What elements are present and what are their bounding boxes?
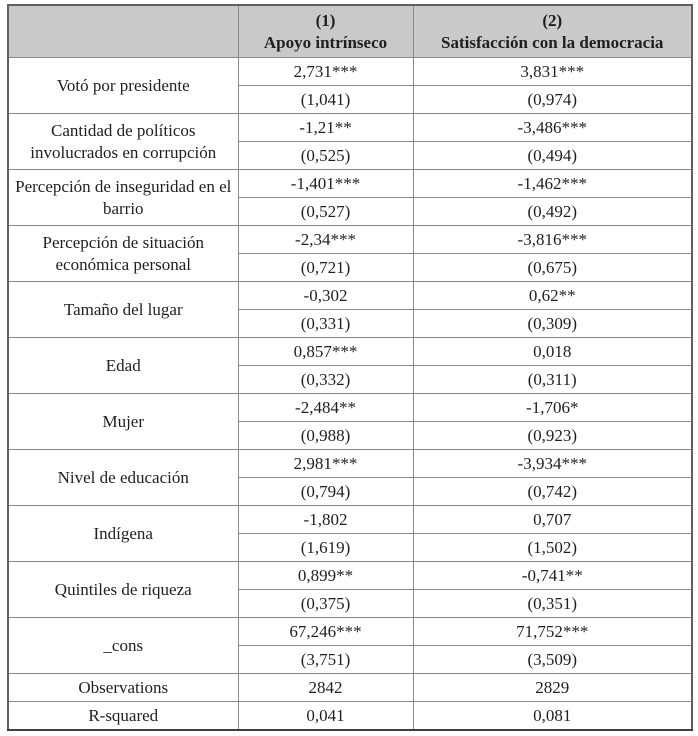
stderr-cell: (0,527) (238, 198, 413, 226)
stderr-cell: (0,331) (238, 310, 413, 338)
column-number: (2) (542, 11, 563, 31)
variable-label: Percepción de inseguridad en el barrio (8, 170, 238, 226)
stat-value: 0,081 (413, 702, 692, 731)
coefficient-cell: 0,707 (413, 506, 692, 534)
stderr-cell: (0,721) (238, 254, 413, 282)
column-header-satisfaccion-democracia (413, 5, 692, 58)
coefficient-cell: 67,246*** (238, 618, 413, 646)
stat-value: 2842 (238, 674, 413, 702)
stderr-cell: (3,751) (238, 646, 413, 674)
stderr-cell: (0,309) (413, 310, 692, 338)
stat-label: R-squared (8, 702, 238, 731)
coefficient-cell: -0,741** (413, 562, 692, 590)
stderr-cell: (0,923) (413, 422, 692, 450)
coefficient-cell: -3,486*** (413, 114, 692, 142)
table-row (8, 58, 692, 86)
variable-label: Cantidad de políticos involucrados en corrupción (8, 114, 238, 170)
variable-label: Indígena (8, 506, 238, 562)
stat-row (8, 674, 692, 702)
stat-label: Observations (8, 674, 238, 702)
coefficient-cell: -1,706* (413, 394, 692, 422)
corner-cell (8, 5, 238, 58)
table-row (8, 562, 692, 590)
coefficient-cell: 2,731*** (238, 58, 413, 86)
stat-row (8, 702, 692, 731)
stderr-cell: (0,375) (238, 590, 413, 618)
stderr-cell: (1,619) (238, 534, 413, 562)
variable-label: Votó por presidente (8, 58, 238, 114)
variable-label: Edad (8, 338, 238, 394)
coefficient-cell: 0,857*** (238, 338, 413, 366)
table-row (8, 170, 692, 198)
stderr-cell: (0,794) (238, 478, 413, 506)
variable-label: Tamaño del lugar (8, 282, 238, 338)
table-row (8, 282, 692, 310)
coefficient-cell: -1,401*** (238, 170, 413, 198)
stderr-cell: (0,494) (413, 142, 692, 170)
stderr-cell: (0,742) (413, 478, 692, 506)
table-row (8, 450, 692, 478)
table-row (8, 618, 692, 646)
table-row (8, 226, 692, 254)
variable-label: Nivel de educación (8, 450, 238, 506)
table-row (8, 394, 692, 422)
stderr-cell: (1,041) (238, 86, 413, 114)
coefficient-cell: 2,981*** (238, 450, 413, 478)
coefficient-cell: 0,018 (413, 338, 692, 366)
header-row (8, 5, 692, 58)
column-number: (1) (315, 11, 336, 31)
coefficient-cell: -1,802 (238, 506, 413, 534)
column-header-apoyo-intrinseco (238, 5, 413, 58)
column-label: Satisfacción con la democracia (441, 32, 664, 52)
coefficient-cell: -3,816*** (413, 226, 692, 254)
stat-value: 2829 (413, 674, 692, 702)
table-row (8, 506, 692, 534)
stderr-cell: (0,974) (413, 86, 692, 114)
column-label: Apoyo intrínseco (263, 32, 388, 52)
stderr-cell: (0,332) (238, 366, 413, 394)
coefficient-cell: -2,34*** (238, 226, 413, 254)
coefficient-cell: -2,484** (238, 394, 413, 422)
stderr-cell: (0,525) (238, 142, 413, 170)
stderr-cell: (0,675) (413, 254, 692, 282)
variable-label: Quintiles de riqueza (8, 562, 238, 618)
variable-label: _cons (8, 618, 238, 674)
regression-table (7, 4, 693, 731)
coefficient-cell: 0,62** (413, 282, 692, 310)
stderr-cell: (3,509) (413, 646, 692, 674)
variable-label: Percepción de situación económica personal (8, 226, 238, 282)
table-row (8, 114, 692, 142)
stderr-cell: (0,311) (413, 366, 692, 394)
coefficient-cell: -3,934*** (413, 450, 692, 478)
coefficient-cell: -0,302 (238, 282, 413, 310)
stderr-cell: (0,351) (413, 590, 692, 618)
coefficient-cell: 0,899** (238, 562, 413, 590)
stderr-cell: (0,988) (238, 422, 413, 450)
coefficient-cell: -1,21** (238, 114, 413, 142)
stat-value: 0,041 (238, 702, 413, 731)
table-row (8, 338, 692, 366)
coefficient-cell: 71,752*** (413, 618, 692, 646)
variable-label: Mujer (8, 394, 238, 450)
coefficient-cell: 3,831*** (413, 58, 692, 86)
stderr-cell: (0,492) (413, 198, 692, 226)
coefficient-cell: -1,462*** (413, 170, 692, 198)
stderr-cell: (1,502) (413, 534, 692, 562)
